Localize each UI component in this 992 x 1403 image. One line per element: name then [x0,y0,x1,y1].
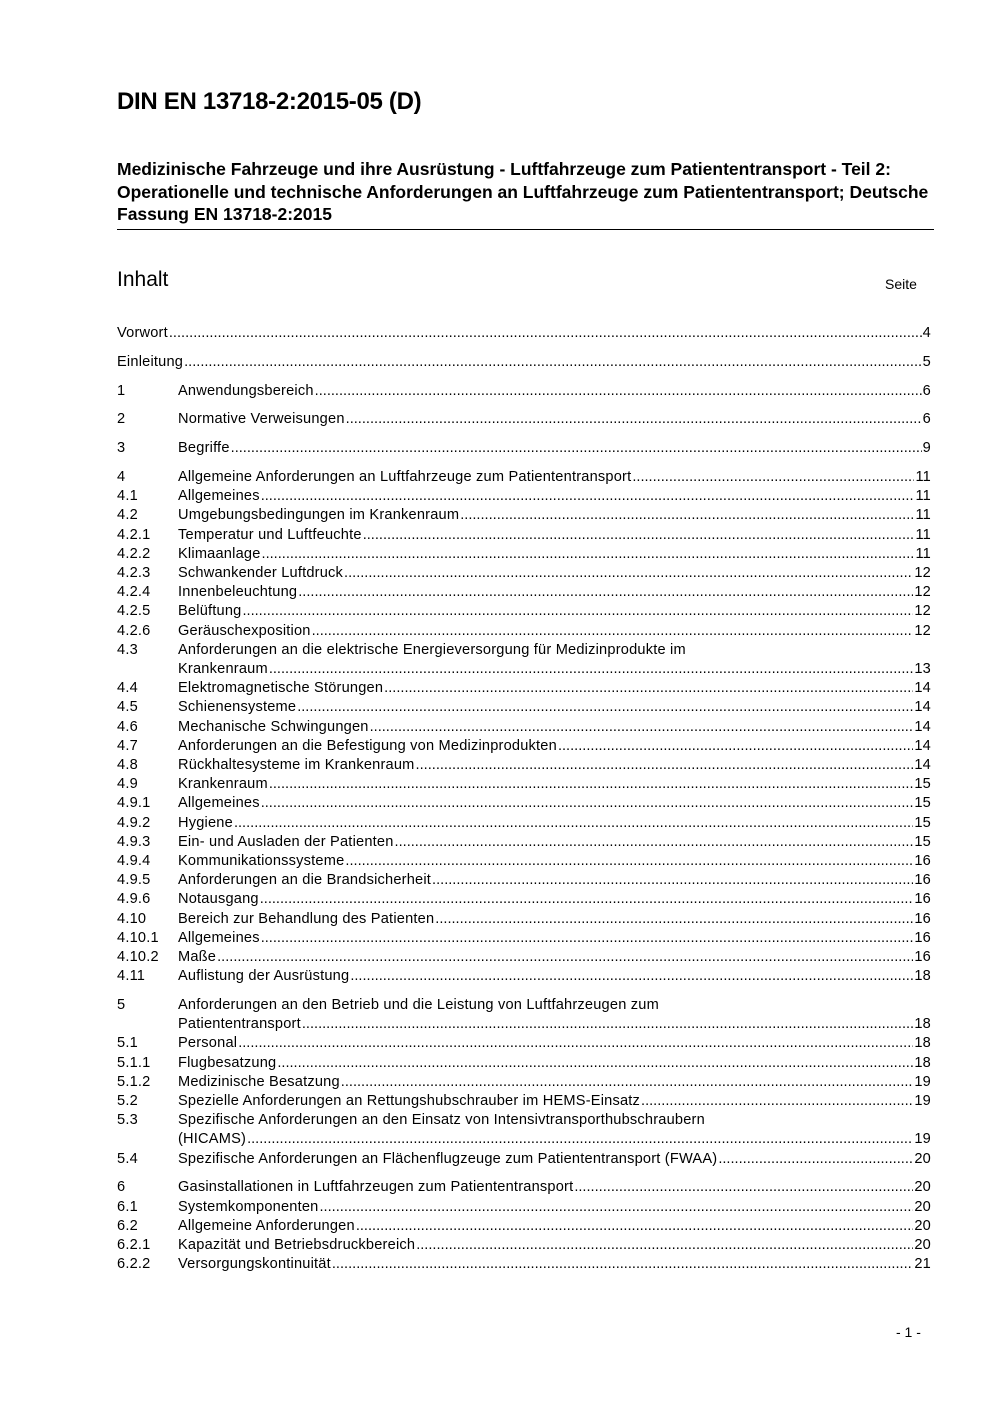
toc-entry-page: 12 [914,603,931,620]
toc-entry-number: 4.7 [117,737,138,754]
toc-entry-page: 16 [914,949,931,965]
toc-entry-title: Anforderungen an die Befestigung von Medizinprodukten [178,737,557,754]
toc-entry-page: 9 [922,440,931,457]
toc-entry[interactable] [117,641,931,660]
toc-entry-page: 20 [914,1150,931,1167]
toc-entry-number: 4.9.4 [117,853,151,869]
toc-entry-number: 2 [117,411,126,428]
toc-entry-number: 6.2 [117,1217,138,1234]
toc-leader-dots [341,1073,914,1092]
toc-entry[interactable] [117,1092,931,1111]
toc-leader-dots [370,718,914,737]
toc-entry-number: 5 [117,997,126,1013]
toc-entry-page: 11 [915,526,931,543]
toc-leader-dots [344,564,913,583]
toc-leader-dots [574,1178,913,1197]
toc-entry[interactable] [117,583,931,602]
toc-entry-number: 4.2.5 [117,603,151,620]
toc-entry-page: 19 [914,1073,931,1090]
toc-entry-title: Begriffe [178,440,230,457]
toc-leader-dots [247,1130,913,1149]
toc-entry-page: 11 [915,488,931,505]
toc-entry-title: Normative Verweisungen [178,411,345,428]
toc-entry-number: 4.9.5 [117,872,151,889]
toc-leader-dots [356,1217,914,1236]
toc-entry-number: 4.1 [117,488,138,505]
toc-entry-title: Mechanische Schwingungen [178,718,369,735]
toc-entry-title: Spezifische Anforderungen an den Einsatz von Intensivtransporthubschraubern [178,1112,705,1129]
toc-entry-page: 19 [914,1093,931,1109]
toc-entry-title: Ein- und Ausladen der Patienten [178,833,394,850]
toc-entry-number: 4.9.1 [117,795,151,812]
toc-entry-title: Belüftung [178,603,242,620]
toc-entry-number: 4.2.4 [117,584,151,601]
toc-entry[interactable] [117,506,931,525]
toc-leader-dots [432,871,913,890]
toc-entry-number: 6.2.2 [117,1256,151,1273]
toc-entry[interactable] [117,756,931,775]
toc-entry-page: 19 [914,1131,931,1148]
toc-entry-page: 15 [914,833,931,850]
toc-entry-number: 4.2.1 [117,526,151,543]
toc-entry-title: Anforderungen an die elektrische Energieversorgung für Medizinprodukte im [178,641,686,658]
toc-entry-page: 20 [914,1237,931,1253]
toc-entry-number: 5.4 [117,1150,138,1167]
toc-entry-page: 15 [914,795,931,812]
toc-leader-dots [363,526,915,545]
toc-entry-page: 11 [915,545,931,562]
toc-entry[interactable] [117,679,931,698]
toc-leader-dots [558,737,913,756]
toc-entry-continuation[interactable] [117,1130,931,1149]
toc-leader-dots [632,468,914,487]
toc-entry[interactable] [117,794,931,813]
toc-entry-page: 16 [914,910,931,927]
toc-entry-title: Hygiene [178,814,233,831]
toc-leader-dots [312,622,914,641]
toc-entry-page: 14 [914,737,931,754]
toc-entry-page: 20 [914,1217,931,1234]
toc-leader-dots [262,545,915,564]
toc-leader-dots [261,487,915,506]
toc-entry-title: Innenbeleuchtung [178,584,298,601]
toc-entry-title: Kapazität und Betriebsdruckbereich [178,1237,416,1253]
toc-leader-dots [435,910,913,929]
toc-entry-number: 4 [117,469,126,485]
toc-entry-continuation[interactable] [117,660,931,679]
toc-entry[interactable] [117,948,931,967]
toc-entry-page: 14 [914,757,931,773]
toc-entry-number: 1 [117,382,126,399]
toc-leader-dots [169,324,922,343]
toc-entry[interactable] [117,487,931,506]
toc-leader-dots [261,794,914,813]
toc-entry-title: Elektromagnetische Störungen [178,680,384,697]
toc-leader-dots [261,929,914,948]
toc-entry-title: Anforderungen an die Brandsicherheit [178,872,432,889]
toc-entry-page: 20 [914,1198,931,1215]
toc-entry[interactable] [117,526,931,545]
toc-entry-page: 6 [922,411,931,428]
toc-entry-title: Systemkomponenten [178,1198,319,1215]
toc-entry-title: Kommunikationssysteme [178,853,345,869]
toc-entry-title: Allgemeines [178,929,260,946]
toc-leader-dots [460,506,914,525]
toc-leader-dots [260,890,914,909]
toc-entry-page: 6 [922,382,931,399]
toc-entry-number: 4.11 [117,968,146,985]
toc-entry[interactable] [117,1073,931,1092]
toc-entry[interactable] [117,718,931,737]
toc-leader-dots [238,1034,913,1053]
toc-entry-title: Umgebungsbedingungen im Krankenraum [178,507,460,524]
toc-entry-page: 20 [914,1179,931,1196]
toc-entry-page: 16 [914,929,931,946]
toc-entry-title: Maße [178,949,217,965]
toc-entry[interactable] [117,545,931,564]
toc-entry-page: 12 [914,584,931,601]
toc-entry-page: 18 [914,968,931,985]
toc-entry-page: 18 [914,1016,931,1033]
toc-entry-title: Allgemeines [178,488,260,505]
toc-entry-number: 5.1 [117,1035,138,1052]
toc-entry-number: 4.5 [117,699,138,716]
toc-entry[interactable] [117,1034,931,1053]
toc-entry-number: 4.4 [117,680,138,697]
toc-leader-dots [269,775,914,794]
toc-entry-title: Schienensysteme [178,699,297,716]
toc-leader-dots [302,1015,914,1034]
toc-entry[interactable] [117,833,931,852]
toc-entry-continuation[interactable] [117,1015,931,1034]
toc-entry-number: 4.2.3 [117,565,151,581]
toc-entry-page: 16 [914,872,931,889]
toc-entry[interactable] [117,410,931,429]
toc-leader-dots [217,948,913,967]
toc-entry-page: 18 [914,1054,931,1071]
document-subtitle: Medizinische Fahrzeuge und ihre Ausrüstung - Luftfahrzeuge zum Patiententransport - Teil 2: Operationelle und technische Anforderungen an Luftfahrzeuge zum Patiententransport; Deutsche Fassung EN 13718-2:2015 [117,159,929,224]
toc-entry[interactable] [117,1150,931,1169]
toc-entry-page: 12 [914,565,931,581]
page-number: - 1 - [896,1324,921,1340]
toc-entry[interactable] [117,967,931,986]
toc-entry[interactable] [117,1255,931,1274]
toc-entry[interactable] [117,1054,931,1073]
toc-entry-number: 4.9.2 [117,814,151,831]
toc-entry-title: Allgemeines [178,795,260,812]
toc-entry-title: Schwankender Luftdruck [178,565,344,581]
toc-entry-number: 4.2 [117,507,138,524]
toc-leader-dots [641,1092,913,1111]
toc-entry-title: Flugbesatzung [178,1054,277,1071]
toc-entry[interactable] [117,439,931,458]
toc-entry-page: 16 [914,891,931,908]
toc-leader-dots [384,679,913,698]
toc-entry-number: 4.9.3 [117,833,151,850]
toc-entry-number: 4.9.6 [117,891,151,908]
toc-entry-title: Spezifische Anforderungen an Flächenflugzeuge zum Patiententransport (FWAA) [178,1150,718,1167]
toc-entry-number: 5.1.2 [117,1073,151,1090]
toc-entry-title: Rückhaltesysteme im Krankenraum [178,757,415,773]
toc-entry-title: Einleitung [117,353,184,370]
toc-leader-dots [269,660,914,679]
toc-heading: Inhalt [117,268,169,291]
toc-entry-title: Anwendungsbereich [178,382,314,399]
toc-leader-dots [332,1255,913,1274]
toc-entry-title: Versorgungskontinuität [178,1256,331,1273]
toc-leader-dots [345,852,913,871]
toc-entry-title: Krankenraum [178,661,268,677]
toc-entry-title: Krankenraum [178,776,268,793]
toc-leader-dots [242,602,913,621]
toc-entry[interactable] [117,737,931,756]
toc-leader-dots [184,353,922,372]
toc-entry-number: 5.2 [117,1093,138,1109]
toc-leader-dots [315,382,922,401]
toc-entry-number: 4.2.6 [117,622,151,639]
toc-entry-page: 16 [914,853,931,869]
toc-entry-title: Anforderungen an den Betrieb und die Leistung von Luftfahrzeugen zum [178,997,659,1013]
toc-leader-dots [350,967,913,986]
toc-entry-number: 4.3 [117,641,138,658]
toc-leader-dots [395,833,914,852]
toc-entry[interactable] [117,1111,931,1130]
toc-entry-number: 6.2.1 [117,1237,151,1253]
toc-entry[interactable] [117,910,931,929]
toc-leader-dots [298,583,913,602]
toc-entry-title: Klimaanlage [178,545,261,562]
toc-entry-number: 4.6 [117,718,138,735]
toc-leader-dots [234,814,913,833]
toc-entry-number: 5.3 [117,1112,138,1129]
toc-entry-number: 4.10.2 [117,949,159,965]
toc-entry-number: 6 [117,1179,126,1196]
toc-entry[interactable] [117,929,931,948]
toc-entry-title: Allgemeine Anforderungen [178,1217,355,1234]
toc-entry[interactable] [117,814,931,833]
toc-entry-title: Vorwort [117,325,168,341]
toc-entry[interactable] [117,852,931,871]
toc-leader-dots [277,1054,913,1073]
toc-leader-dots [231,439,922,458]
toc-entry[interactable] [117,871,931,890]
toc-entry-number: 4.10 [117,910,147,927]
toc-entry[interactable] [117,890,931,909]
toc-entry-title: Auflistung der Ausrüstung [178,968,350,985]
toc-entry-page: 15 [914,814,931,831]
toc-entry-number: 6.1 [117,1198,138,1215]
toc-entry[interactable] [117,775,931,794]
title-divider [117,229,934,230]
toc-entry[interactable] [117,324,931,343]
document-title: DIN EN 13718-2:2015-05 (D) [117,88,422,115]
toc-entry-page: 5 [922,353,931,370]
toc-entry-number: 3 [117,440,126,457]
toc-entry-number: 4.10.1 [117,929,159,946]
toc-entry-title: Bereich zur Behandlung des Patienten [178,910,435,927]
toc-entry[interactable] [117,1236,931,1255]
toc-leader-dots [346,410,922,429]
toc-leader-dots [718,1150,913,1169]
toc-entry[interactable] [117,468,931,487]
toc-entry-title: Allgemeine Anforderungen an Luftfahrzeuge zum Patiententransport [178,469,632,485]
toc-entry-page: 21 [914,1256,931,1273]
toc-entry-page: 12 [914,622,931,639]
toc-entry-page: 4 [922,325,931,341]
toc-leader-dots [416,756,914,775]
toc-entry-title: Notausgang [178,891,259,908]
toc-entry[interactable] [117,1178,931,1197]
toc-entry-page: 13 [914,661,931,677]
toc-entry[interactable] [117,996,931,1015]
toc-leader-dots [297,698,913,717]
toc-entry[interactable] [117,622,931,641]
toc-entry[interactable] [117,353,931,372]
toc-entry-title: (HICAMS) [178,1131,247,1148]
toc-entry-number: 5.1.1 [117,1054,151,1071]
toc-entry-title: Geräuschexposition [178,622,311,639]
toc-entry-page: 18 [914,1035,931,1052]
toc-entry-title: Patiententransport [178,1016,301,1033]
toc-entry-page: 11 [915,469,931,485]
toc-leader-dots [416,1236,913,1255]
toc-entry-page: 11 [915,507,931,524]
toc-entry[interactable] [117,1217,931,1236]
toc-entry[interactable] [117,602,931,621]
toc-entry[interactable] [117,564,931,583]
toc-entry-title: Medizinische Besatzung [178,1073,340,1090]
toc-entry[interactable] [117,382,931,401]
toc-entry-page: 14 [914,680,931,697]
toc-entry-number: 4.2.2 [117,545,151,562]
page-column-label: Seite [885,276,917,292]
toc-entry-title: Personal [178,1035,238,1052]
toc-entry-title: Gasinstallationen in Luftfahrzeugen zum Patiententransport [178,1179,574,1196]
toc-entry-title: Spezielle Anforderungen an Rettungshubschrauber im HEMS-Einsatz [178,1093,641,1109]
toc-entry-number: 4.9 [117,776,138,793]
toc-entry[interactable] [117,1198,931,1217]
toc-entry-page: 14 [914,699,931,716]
toc-entry-number: 4.8 [117,757,138,773]
toc-leader-dots [320,1198,914,1217]
toc-entry-page: 15 [914,776,931,793]
toc-entry-page: 14 [914,718,931,735]
toc-entry-title: Temperatur und Luftfeuchte [178,526,362,543]
toc-entry[interactable] [117,698,931,717]
